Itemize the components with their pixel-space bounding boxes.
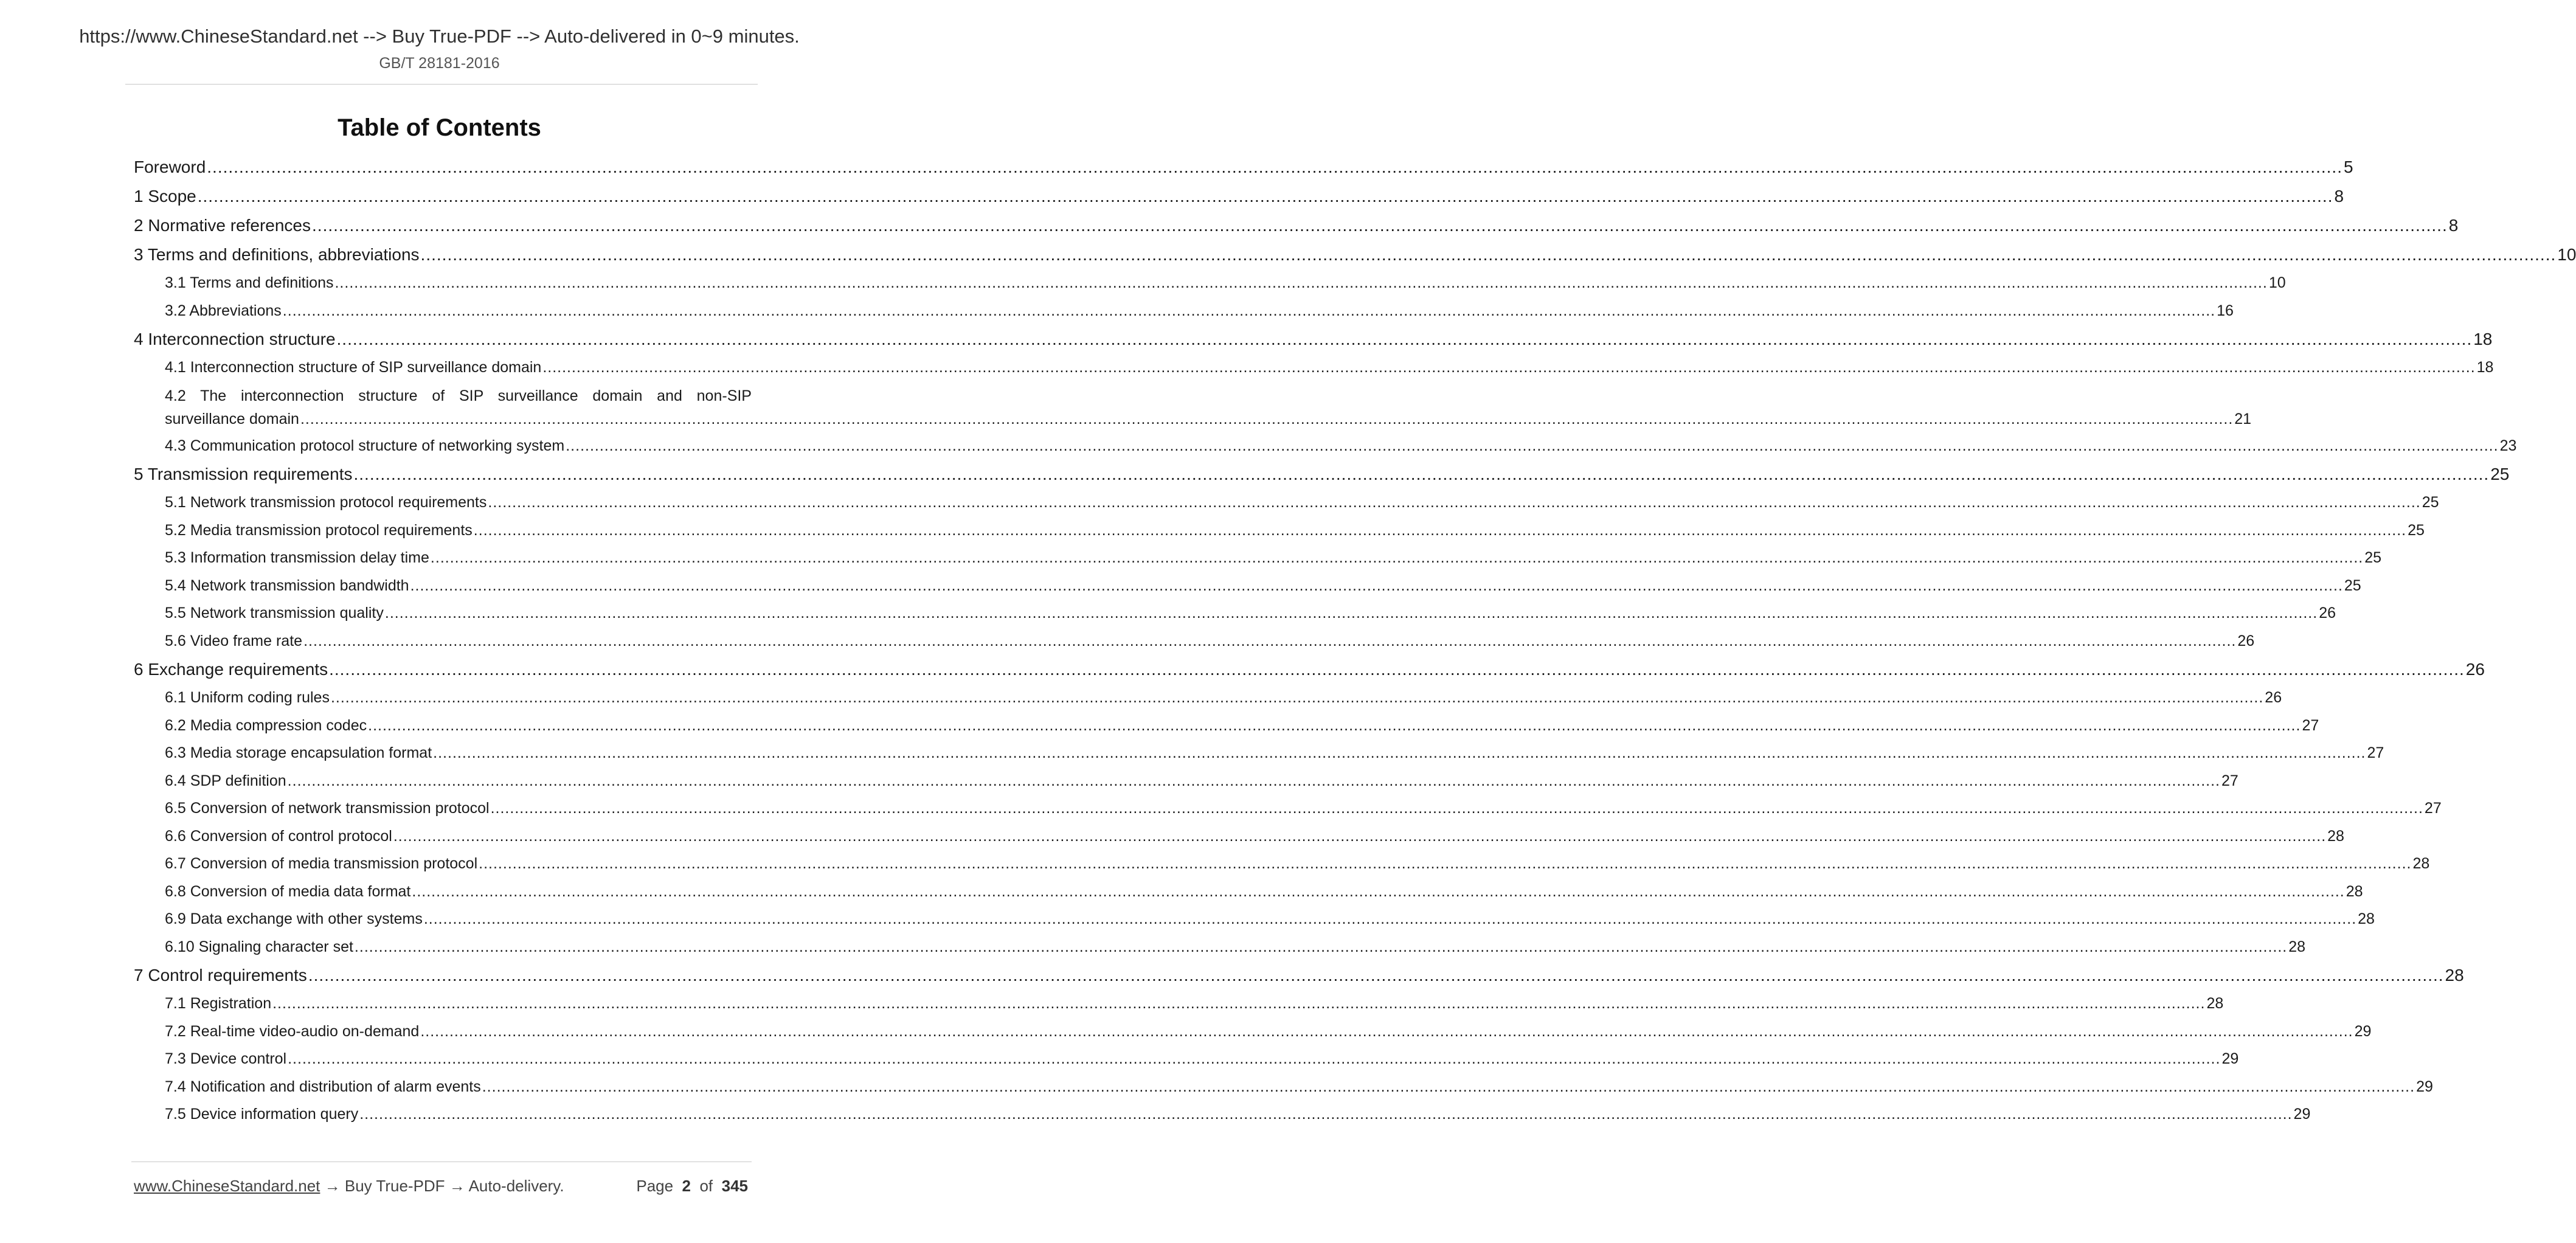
toc-entry-page: 28 — [2288, 938, 2306, 955]
dot-leader: ................................................................................................................................................................................................................................................................................................................................................................................................................ — [420, 245, 2557, 264]
dot-leader: ................................................................................................................................................................................................................................................................................................................................................................................................................ — [384, 604, 2318, 622]
toc-entry-page: 28 — [2327, 827, 2344, 845]
dot-leader: ................................................................................................................................................................................................................................................................................................................................................................................................................ — [330, 689, 2264, 706]
page-footer — [134, 1174, 752, 1198]
toc-entry-page: 28 — [2412, 855, 2430, 872]
dot-leader: ................................................................................................................................................................................................................................................................................................................................................................................................................ — [300, 410, 2234, 428]
toc-entry-page: 8 — [2448, 216, 2459, 235]
dot-leader: ................................................................................................................................................................................................................................................................................................................................................................................................................ — [272, 995, 2206, 1012]
dot-leader: ................................................................................................................................................................................................................................................................................................................................................................................................................ — [482, 1078, 2415, 1095]
dot-leader: ................................................................................................................................................................................................................................................................................................................................................................................................................ — [353, 465, 2490, 483]
toc-entry-7[interactable] — [134, 961, 2464, 990]
dot-leader: ................................................................................................................................................................................................................................................................................................................................................................................................................ — [473, 521, 2407, 539]
toc-entry-page: 27 — [2367, 744, 2384, 761]
toc-entry-label: Foreword — [134, 158, 206, 176]
toc-entry-label: 5 Transmission requirements — [134, 465, 353, 483]
toc-entry-label: 7.5 Device information query — [165, 1106, 359, 1123]
toc-entry-page: 25 — [2422, 494, 2439, 511]
dot-leader: ................................................................................................................................................................................................................................................................................................................................................................................................................ — [433, 744, 2366, 761]
dot-leader: ................................................................................................................................................................................................................................................................................................................................................................................................................ — [566, 437, 2499, 454]
dot-leader: ................................................................................................................................................................................................................................................................................................................................................................................................................ — [368, 716, 2301, 734]
toc-entry-label: 7.2 Real-time video-audio on-demand — [165, 1022, 420, 1040]
dot-leader: ................................................................................................................................................................................................................................................................................................................................................................................................................ — [490, 800, 2423, 817]
toc-entry-label: 7.3 Device control — [165, 1050, 287, 1067]
toc-entry-3-2[interactable] — [134, 297, 2234, 325]
dot-leader: ................................................................................................................................................................................................................................................................................................................................................................................................................ — [479, 855, 2412, 872]
toc-entry-3-1[interactable] — [134, 269, 2286, 297]
toc-entry-7-3[interactable] — [134, 1045, 2239, 1073]
toc-entry-page: 8 — [2334, 187, 2344, 206]
toc-entry-label: 4.1 Interconnection structure of SIP surveillance domain — [165, 359, 542, 376]
dot-leader: ................................................................................................................................................................................................................................................................................................................................................................................................................ — [423, 910, 2357, 927]
dot-leader: ................................................................................................................................................................................................................................................................................................................................................................................................................ — [312, 216, 2448, 235]
toc-entry-page: 27 — [2221, 772, 2238, 789]
header-url-banner[interactable]: https://www.ChineseStandard.net --> Buy True-PDF --> Auto-delivered in 0~9 minutes. — [79, 26, 800, 47]
footer-tagline: → Buy True-PDF → Auto-delivery. — [320, 1177, 564, 1195]
toc-entry-page: 26 — [2465, 660, 2485, 679]
toc-entry-page: 26 — [2265, 689, 2282, 706]
toc-entry-label: 7.4 Notification and distribution of alarm events — [165, 1078, 481, 1095]
toc-entry-page: 18 — [2476, 359, 2494, 376]
toc-entry-label: 1 Scope — [134, 187, 196, 206]
toc-entry-page: 27 — [2424, 800, 2442, 817]
toc-entry-page: 29 — [2416, 1078, 2433, 1095]
toc-entry-label: 6.9 Data exchange with other systems — [165, 910, 423, 927]
toc-entry-6-3[interactable] — [134, 739, 2384, 767]
dot-leader: ................................................................................................................................................................................................................................................................................................................................................................................................................ — [420, 1022, 2353, 1040]
toc-entry-7-2[interactable] — [134, 1018, 2372, 1046]
toc-entry-label: 6.7 Conversion of media transmission protocol — [165, 855, 478, 872]
toc-entry-label: 2 Normative references — [134, 216, 311, 235]
toc-entry-label: 5.5 Network transmission quality — [165, 604, 384, 622]
of-word: of — [699, 1177, 713, 1195]
toc-entry-page: 25 — [2490, 465, 2510, 483]
footer-promo — [134, 1174, 564, 1198]
dot-leader: ................................................................................................................................................................................................................................................................................................................................................................................................................ — [329, 660, 2465, 679]
toc-entry-label: 5.4 Network transmission bandwidth — [165, 576, 409, 594]
dot-leader: ................................................................................................................................................................................................................................................................................................................................................................................................................ — [354, 938, 2288, 955]
toc-entry-6-10[interactable] — [134, 933, 2306, 961]
dot-leader: ................................................................................................................................................................................................................................................................................................................................................................................................................ — [207, 158, 2342, 176]
total-pages: 345 — [721, 1177, 748, 1195]
toc-entry-label: 7 Control requirements — [134, 966, 307, 985]
toc-entry-4[interactable] — [134, 325, 2493, 354]
toc-entry-label: 6.3 Media storage encapsulation format — [165, 744, 432, 761]
toc-entry-6[interactable] — [134, 655, 2485, 684]
toc-entry-7-1[interactable] — [134, 990, 2224, 1018]
dot-leader: ................................................................................................................................................................................................................................................................................................................................................................................................................ — [359, 1106, 2293, 1123]
toc-entry-5-1[interactable] — [134, 489, 2439, 517]
toc-entry-page: 21 — [2234, 410, 2252, 428]
toc-entry-6-2[interactable] — [134, 712, 2319, 740]
toc-entry-page: 23 — [2499, 437, 2517, 454]
standard-id: GB/T 28181-2016 — [379, 55, 500, 72]
toc-entry-7-5[interactable] — [134, 1101, 2311, 1129]
toc-entry-page: 18 — [2473, 330, 2493, 348]
toc-entry-label: 5.6 Video frame rate — [165, 632, 303, 649]
toc-entry-label: 3 Terms and definitions, abbreviations — [134, 245, 420, 264]
toc-entry-6-1[interactable] — [134, 684, 2282, 712]
toc-entry-5-6[interactable] — [134, 628, 2255, 656]
dot-leader: ................................................................................................................................................................................................................................................................................................................................................................................................................ — [282, 302, 2216, 319]
toc-entry-label: 4 Interconnection structure — [134, 330, 336, 348]
toc-entry-3[interactable] — [134, 240, 2576, 269]
dot-leader: ................................................................................................................................................................................................................................................................................................................................................................................................................ — [336, 330, 2473, 348]
dot-leader: ................................................................................................................................................................................................................................................................................................................................................................................................................ — [288, 1050, 2221, 1067]
page-word: Page — [636, 1177, 674, 1195]
toc-entry-page: 27 — [2302, 716, 2319, 734]
toc-entry-6-8[interactable] — [134, 878, 2363, 906]
toc-entry-label: 6.6 Conversion of control protocol — [165, 827, 392, 845]
toc-entry-1[interactable] — [134, 182, 2344, 211]
toc-entry-page: 26 — [2237, 632, 2255, 649]
toc-entry-label: 5.1 Network transmission protocol requirements — [165, 494, 487, 511]
toc-entry-page: 25 — [2344, 576, 2361, 594]
toc-entry-4-2[interactable] — [134, 382, 2252, 432]
toc-entry-page: 28 — [2346, 882, 2363, 900]
toc-entry-label: 6.4 SDP definition — [165, 772, 286, 789]
toc-entry-6-6[interactable] — [134, 823, 2344, 851]
toc-entry-4-3[interactable] — [134, 432, 2517, 460]
toc-entry-page: 29 — [2354, 1022, 2372, 1040]
toc-entry-6-5[interactable] — [134, 795, 2442, 823]
toc-entry-foreword[interactable] — [134, 153, 2353, 182]
toc-entry-page: 16 — [2217, 302, 2234, 319]
dot-leader: ................................................................................................................................................................................................................................................................................................................................................................................................................ — [412, 882, 2345, 900]
toc-entry-4-1[interactable] — [134, 354, 2494, 382]
toc-entry-5-4[interactable] — [134, 572, 2361, 600]
dot-leader: ................................................................................................................................................................................................................................................................................................................................................................................................................ — [308, 966, 2444, 985]
toc-entry-label: 6.1 Uniform coding rules — [165, 689, 330, 706]
toc-entry-7-4[interactable] — [134, 1073, 2433, 1101]
toc-entry-6-9[interactable] — [134, 905, 2375, 933]
toc-entry-label-continued: surveillance domain — [165, 410, 299, 428]
toc-entry-page: 29 — [2293, 1106, 2311, 1123]
toc-entry-label: 6.10 Signaling character set — [165, 938, 353, 955]
toc-entry-page: 26 — [2319, 604, 2336, 622]
toc-entry-label: 4.2 The interconnection structure of SIP surveillance domain and non-SIP — [165, 387, 752, 404]
toc-entry-page: 28 — [2358, 910, 2375, 927]
dot-leader: ................................................................................................................................................................................................................................................................................................................................................................................................................ — [334, 274, 2268, 291]
toc-entry-page: 10 — [2557, 245, 2576, 264]
toc-entry-page: 28 — [2206, 995, 2224, 1012]
toc-entry-label: 6 Exchange requirements — [134, 660, 328, 679]
page-indicator — [636, 1174, 748, 1198]
toc-entry-label: 4.3 Communication protocol structure of networking system — [165, 437, 565, 454]
dot-leader: ................................................................................................................................................................................................................................................................................................................................................................................................................ — [410, 576, 2343, 594]
toc-entry-page: 5 — [2343, 158, 2353, 176]
toc-entry-label: 5.2 Media transmission protocol requirements — [165, 521, 473, 539]
page-title: Table of Contents — [338, 114, 541, 141]
toc-entry-6-7[interactable] — [134, 850, 2430, 878]
toc-entry-label: 5.3 Information transmission delay time — [165, 549, 429, 566]
toc-entry-5-5[interactable] — [134, 600, 2336, 628]
toc-entry-page: 25 — [2408, 521, 2425, 539]
dot-leader: ................................................................................................................................................................................................................................................................................................................................................................................................................ — [287, 772, 2220, 789]
toc-entry-5-2[interactable] — [134, 517, 2425, 545]
toc-entry-label: 7.1 Registration — [165, 995, 272, 1012]
toc-entry-label: 3.1 Terms and definitions — [165, 274, 334, 291]
toc-entry-page: 10 — [2268, 274, 2286, 291]
toc-entry-label: 3.2 Abbreviations — [165, 302, 282, 319]
toc-entry-page: 28 — [2445, 966, 2464, 985]
toc-entry-5[interactable] — [134, 460, 2510, 489]
toc-entry-label: 6.5 Conversion of network transmission protocol — [165, 800, 490, 817]
toc-entry-label: 6.8 Conversion of media data format — [165, 882, 411, 900]
toc-entry-2[interactable] — [134, 211, 2459, 240]
dot-leader: ................................................................................................................................................................................................................................................................................................................................................................................................................ — [197, 187, 2333, 206]
toc-entry-5-3[interactable] — [134, 544, 2382, 572]
current-page-number: 2 — [682, 1177, 691, 1195]
toc-entry-label: 6.2 Media compression codec — [165, 716, 367, 734]
dot-leader: ................................................................................................................................................................................................................................................................................................................................................................................................................ — [488, 494, 2421, 511]
table-of-contents — [134, 153, 2576, 1129]
dot-leader: ................................................................................................................................................................................................................................................................................................................................................................................................................ — [303, 632, 2237, 649]
header-divider — [125, 84, 758, 85]
toc-entry-6-4[interactable] — [134, 767, 2238, 795]
dot-leader: ................................................................................................................................................................................................................................................................................................................................................................................................................ — [542, 359, 2476, 376]
footer-site-link[interactable]: www.ChineseStandard.net — [134, 1177, 320, 1195]
toc-entry-page: 29 — [2221, 1050, 2239, 1067]
toc-entry-page: 25 — [2364, 549, 2382, 566]
dot-leader: ................................................................................................................................................................................................................................................................................................................................................................................................................ — [393, 827, 2327, 845]
dot-leader: ................................................................................................................................................................................................................................................................................................................................................................................................................ — [430, 549, 2364, 566]
